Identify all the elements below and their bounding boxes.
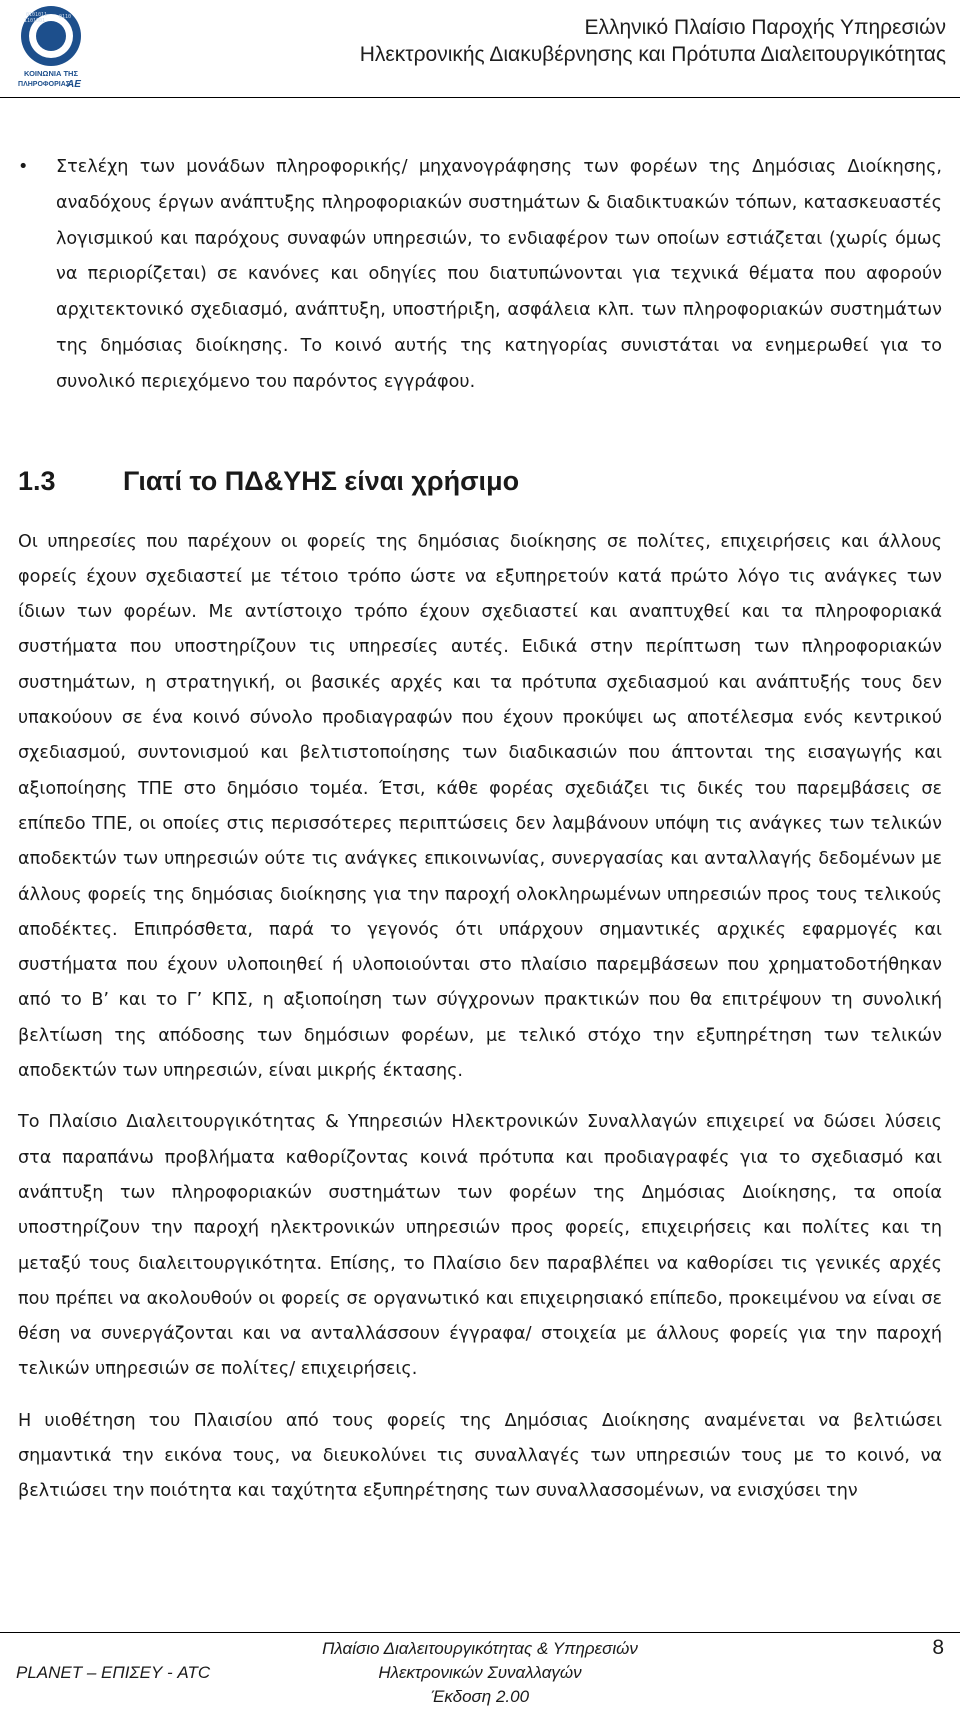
section-title: Γιατί το ΠΔ&ΥΗΣ είναι χρήσιμο bbox=[123, 465, 520, 496]
header-title bbox=[360, 14, 946, 68]
svg-text:0110: 0110 bbox=[59, 14, 72, 20]
paragraph-3: Η υιοθέτηση του Πλαισίου από τους φορείς της Δημόσιας Διοίκησης αναμένεται να βελτιώσει σημαντικά την εικόνα τους, να διευκολύνει τις συναλλαγές των υπηρεσιών τους με το κοινό, να βελτιώσει την ποιότητα και ταχύτητα εξυπηρέτησης των συναλλασσομένων, να ενισχύσει την bbox=[18, 1410, 942, 1502]
header-title-line-2: Ηλεκτρονικής Διακυβέρνησης και Πρότυπα Διαλειτουργικότητας bbox=[359, 43, 946, 66]
paragraph-2: Το Πλαίσιο Διαλειτουργικότητας & Υπηρεσιών Ηλεκτρονικών Συναλλαγών επιχειρεί να δώσει λύσεις στα παραπάνω προβλήματα καθορίζοντας κοινά πρότυπα και προδιαγραφές για το σχεδιασμό και ανάπτυξη των πληροφοριακών συστημάτων των φορέων της Δημόσιας Διοίκησης, τα οποία υποστηρίζουν την παροχή ηλεκτρονικών υπηρεσιών προς φορείς, επιχειρήσεις και πολίτες και τη μεταξύ τους διαλειτουργικότητα. Επίσης, το Πλαίσιο δεν παραβλέπει να καθορίσει τις γενικές αρχές που πρέπει να ακολουθούν οι φορείς σε οργανωτικό και επιχειρησιακό επίπεδο, προκειμένου να είναι σε θέση να συνεργάζονται και να ανταλλάσσουν έγγραφα/ στοιχεία με άλλους φορείς για την παροχή τελικών υπηρεσιών σε πολίτες/ επιχειρήσεις. bbox=[18, 1112, 942, 1380]
svg-text:1101001: 1101001 bbox=[24, 18, 46, 24]
footer-version: Έκδοση 2.00 bbox=[430, 1687, 530, 1706]
section-heading bbox=[18, 461, 942, 501]
bullet-item-text: Στελέχη των μονάδων πληροφορικής/ μηχανογράφησης των φορέων της Δημόσιας Διοίκησης, αναδόχους έργων ανάπτυξης πληροφοριακών συστημάτων & διαδικτυακών τόπων, κατασκευαστές λογισμικού και παρόχους συναφών υπηρεσιών, το ενδιαφέρον των οποίων εστιάζεται (χωρίς όμως να περιορίζεται) σε κανόνες και οδηγίες που διατυπώνονται για τεχνικά θέματα που αφορούν αρχιτεκτονικό σχεδιασμό, ανάπτυξη, υποστήριξη, ασφάλεια κλπ. των πληροφοριακών συστημάτων της δημόσιας διοίκησης. Το κοινό αυτής της κατηγορίας συνιστάται να ενημερωθεί για το συνολικό περιεχόμενο του παρόντος εγγράφου. bbox=[56, 157, 942, 392]
footer-left-text: PLANET – ΕΠΙΣΕΥ - ATC bbox=[16, 1663, 211, 1682]
header-divider bbox=[0, 97, 960, 98]
svg-text:0101011: 0101011 bbox=[26, 12, 48, 18]
logo-graphic bbox=[14, 2, 88, 92]
logo-text-3: ΑΕ bbox=[67, 79, 81, 90]
logo-text-2: ΠΛΗΡΟΦΟΡΙΑΣ bbox=[18, 81, 70, 88]
section-number: 1.3 bbox=[18, 465, 56, 496]
document-body bbox=[18, 150, 942, 1510]
page-number: 8 bbox=[932, 1636, 944, 1659]
footer-document-title: Πλαίσιο Διαλειτουργικότητας & Υπηρεσιών Ηλεκτρονικών Συναλλαγών bbox=[322, 1639, 638, 1682]
logo bbox=[14, 2, 88, 92]
footer-divider bbox=[0, 1632, 960, 1633]
paragraph-1: Οι υπηρεσίες που παρέχουν οι φορείς της δημόσιας διοίκησης σε πολίτες, επιχειρήσεις και άλλους φορείς έχουν σχεδιαστεί με τέτοιο τρόπο ώστε να εξυπηρετούν κατά πρώτο λόγο τις ανάγκες των ίδιων των φορέων. Με αντίστοιχο τρόπο έχουν σχεδιαστεί και αναπτυχθεί και τα πληροφοριακά συστήματα που υποστηρίζουν τις υπηρεσίες αυτές. Ειδικά στην περίπτωση των πληροφοριακών συστημάτων, η στρατηγική, οι βασικές αρχές και τα πρότυπα σχεδιασμού και ανάπτυξής τους δεν υπακούουν σε ένα κοινό σύνολο προδιαγραφών που έχουν προκύψει ως αποτέλεσμα ενός κεντρικού σχεδιασμού, συντονισμού και βελτιστοποίησης των διαδικασιών που άπτονται της εισαγωγής και αξιοποίησης ΤΠΕ στο δημόσιο τομέα. Έτσι, κάθε φορέας σχεδιάζει τις δικές του παρεμβάσεις σε επίπεδο ΤΠΕ, οι οποίες στις περισσότερες περιπτώσεις δεν λαμβάνουν υπόψη τις ανάγκες των τελικών αποδεκτών των υπηρεσιών ούτε τις ανάγκες επικοινωνίας, συνεργασίας και ανταλλαγής δεδομένων με άλλους φορείς της δημόσιας διοίκησης για την παροχή ολοκληρωμένων υπηρεσιών προς τους τελικούς αποδέκτες. Επιπρόσθετα, παρά το γεγονός ότι υπάρχουν σημαντικές αρχικές εφαρμογές και συστήματα που έχουν υλοποιηθεί ή υλοποιούνται στο πλαίσιο παρεμβάσεων που χρηματοδοτήθηκαν από το Β’ και το Γ’ ΚΠΣ, η αξιοποίηση των σύγχρονων πρακτικών που θα επιτρέψουν τη συνολική βελτίωση της απόδοσης των δημόσιων φορέων, με τελικό στόχο την εξυπηρέτηση των τελικών αποδεκτών των υπηρεσιών, είναι μικρής έκτασης. bbox=[18, 531, 942, 1082]
bullet-list-item bbox=[18, 150, 942, 401]
bullet-icon: • bbox=[18, 157, 29, 177]
header-title-line-1: Ελληνικό Πλαίσιο Παροχής Υπηρεσιών bbox=[584, 16, 946, 39]
logo-text-1: ΚΟΙΝΩΝΙΑ ΤΗΣ bbox=[24, 69, 78, 78]
